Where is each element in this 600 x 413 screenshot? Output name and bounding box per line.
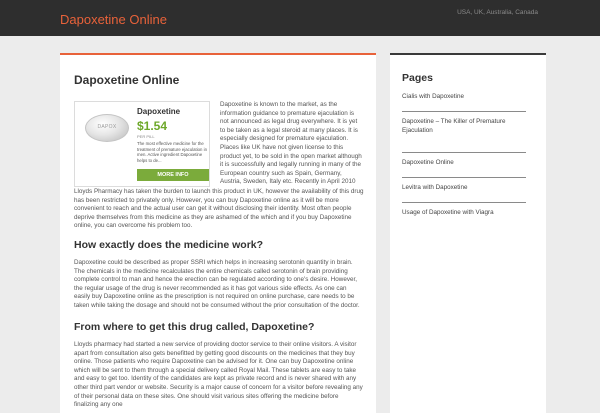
sidebar-link-viagra[interactable]: Usage of Dapoxetine with Viagra (402, 209, 494, 216)
pill-imprint: DAPOX (97, 124, 117, 130)
sidebar-link-killer[interactable]: Dapoxetine – The Killer of Premature Ejaculation (402, 118, 506, 134)
sidebar-card (390, 53, 546, 413)
product-description: The most effective medicine for the treatment of premature ejaculation in men. Active ingredient Dapoxetine helps to de... (137, 141, 207, 163)
sidebar-item (402, 118, 526, 153)
sidebar-item (402, 93, 526, 112)
section-paragraph-where: Lloyds pharmacy had started a new service of providing doctor service to their online visitors. A visitor apart from consultation also gets benefitted by getting good discounts on the medicines that they buy online. Those patients who require Dapoxetine can be advised for it. One can buy Dapoxetine online which will be sent to them through a special delivery called Royal Mail. These tablets are easy to take and easy to get too. Identity of the candidates are kept as private record and is never shared with any other third part vendor or website. Security is a major cause of concern for a visitor before revealing any of their personal data on these sites. One should visit various sites offering the medicine before finalizing any one (74, 341, 363, 409)
product-name: Dapoxetine (137, 107, 181, 116)
sidebar-pages-list (402, 93, 526, 222)
sidebar-title: Pages (402, 72, 433, 84)
sidebar-item (402, 159, 526, 178)
sidebar-link-online[interactable]: Dapoxetine Online (402, 159, 454, 166)
section-heading-how: How exactly does the medicine work? (74, 239, 264, 251)
top-bar (0, 0, 600, 36)
section-paragraph-how: Dapoxetine could be described as proper SSRI which helps in increasing serotonin quantity in brain. The chemicals in the medicine recalculates the entire chemicals called serotonin of brain providing complete control to man and hence the erection can be regulated according to one's desire. However, the regular usage of the drug is never recommended as it has got various side effects. As one can easily buy Dapoxetine online as the prescription is not required on online purchase, care needs to be taken while taking the dosage and should not be consumed without the prior consultation of the doctor. (74, 259, 360, 309)
sidebar-item (402, 184, 526, 203)
site-title-link[interactable]: Dapoxetine Online (60, 12, 167, 27)
sidebar-link-levitra[interactable]: Levitra with Dapoxetine (402, 184, 468, 191)
product-unit: PER PILL (137, 134, 155, 139)
more-info-button[interactable]: MORE INFO (137, 169, 209, 181)
intro-paragraph-wrapped: Dapoxetine is known to the market, as the information guidance to premature ejaculation is not announced as legal drug everywhere. It is yet to be taken as a legal steroid at many places. It is especially designed for premature ejaculation. Places like UK have not given license to this product yet, to be sold in the open market although it is successfully and legally running in many of the European country such as Spain, Germany, Austria, Sweden, Italy etc. Recently in April 2010 (220, 101, 362, 186)
sidebar-item (402, 209, 526, 222)
product-box (74, 101, 210, 187)
sidebar-link-cialis[interactable]: Cialis with Dapoxetine (402, 93, 464, 100)
post-title: Dapoxetine Online (74, 73, 180, 87)
section-heading-where: From where to get this drug called, Dapoxetine? (74, 321, 315, 333)
product-price: $1.54 (137, 119, 168, 133)
main-content-card (60, 53, 376, 413)
intro-paragraph-continued: Lloyds Pharmacy has taken the burden to launch this product in UK, however the availability of this drug has been restricted to privately only. However, you can buy Dapoxetine online as it will be more convenient to reach and the actual user can get it without disclosing their identity. Most often people deprive themselves from this medicine as they are ashamed of the which and if you buy Dapoxetine online, you can overcome his problem too. (74, 188, 364, 230)
pill-image (85, 114, 129, 142)
site-tagline: USA, UK, Australia, Canada (457, 9, 538, 16)
